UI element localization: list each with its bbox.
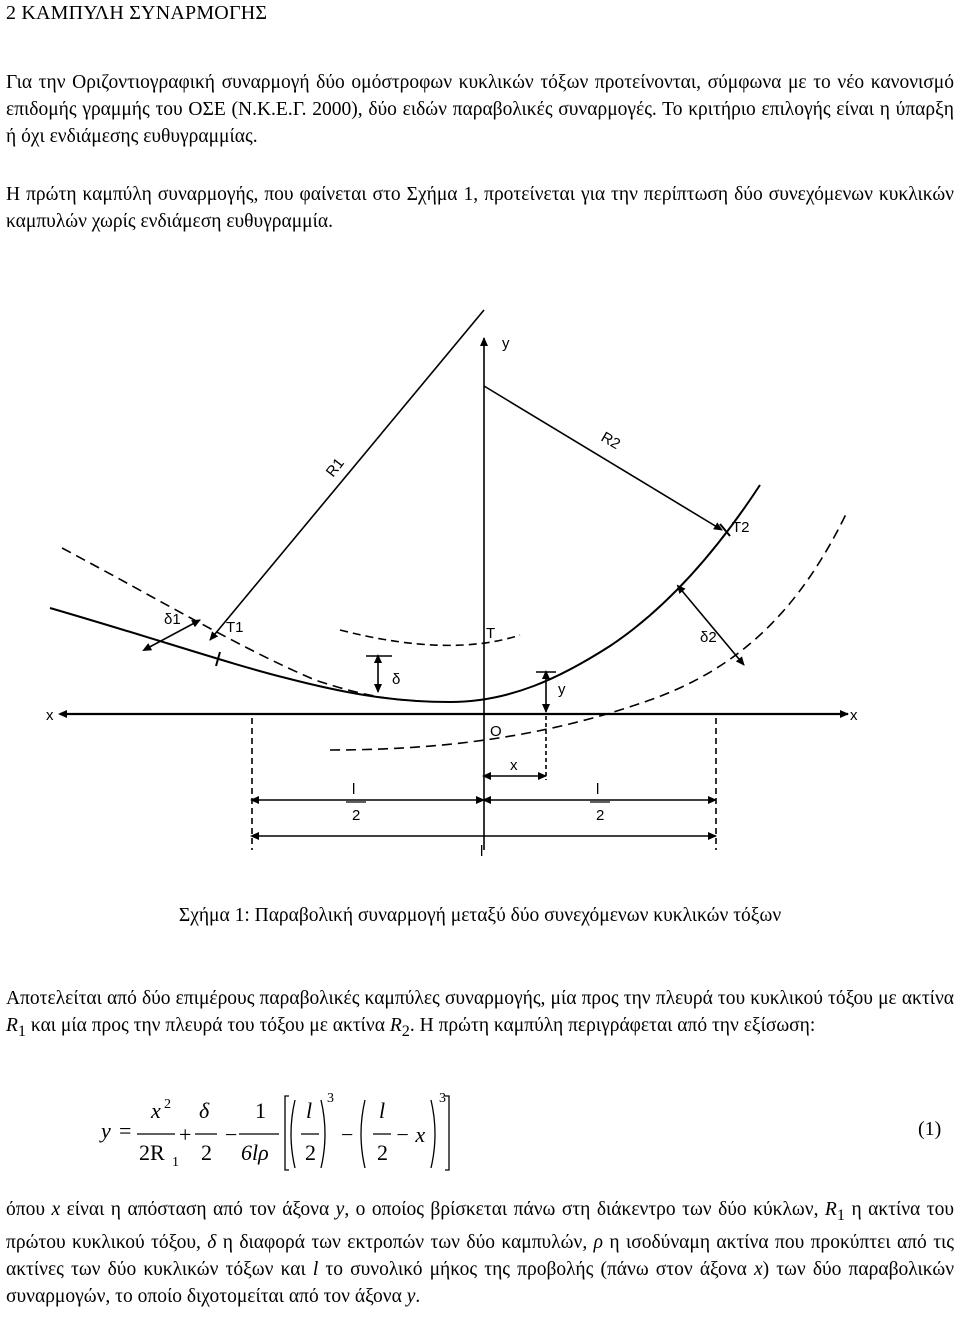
label-t2: T2 <box>732 519 750 536</box>
svg-text:2: 2 <box>305 1140 316 1165</box>
radius-r2-line <box>484 386 722 530</box>
svg-text:− x: − x <box>395 1122 426 1147</box>
svg-text:l: l <box>379 1098 386 1123</box>
svg-text:δ: δ <box>199 1098 210 1123</box>
first-curve-paragraph: Η πρώτη καμπύλη συναρμογής, που φαίνεται στο Σχήμα 1, προτείνεται για την περίπτωση δύο συνεχόμενων κυκλικών καμπυλών χωρίς ενδιάμεση ευθυγραμμία. <box>6 184 954 232</box>
label-delta1: δ1 <box>164 611 181 628</box>
svg-text:=: = <box>119 1118 132 1143</box>
svg-text:1: 1 <box>255 1098 266 1123</box>
svg-text:1: 1 <box>172 1155 179 1170</box>
label-delta2: δ2 <box>700 629 717 646</box>
label-l-right-den: 2 <box>596 807 605 824</box>
label-origin: O <box>490 723 502 740</box>
figure-caption: Σχήμα 1: Παραβολική συναρμογή μεταξύ δύο συνεχόμενων κυκλικών τόξων <box>178 905 782 926</box>
label-x-left: x <box>46 707 54 724</box>
main-track-curve <box>50 485 760 702</box>
section-heading: 2 ΚΑΜΠΥΛΗ ΣΥΝΑΡΜΟΓΗΣ <box>6 2 268 24</box>
label-t1: T1 <box>226 619 244 636</box>
label-x-right: x <box>850 707 858 724</box>
label-l-left-den: 2 <box>352 807 361 824</box>
svg-text:3: 3 <box>327 1091 334 1106</box>
svg-text:2R: 2R <box>139 1140 165 1165</box>
equation-1 <box>95 1088 875 1188</box>
label-x-dim: x <box>510 757 518 774</box>
label-r2: R2 <box>598 428 624 454</box>
svg-text:l: l <box>306 1098 313 1123</box>
svg-text:2: 2 <box>201 1140 212 1165</box>
svg-text:+: + <box>179 1122 192 1147</box>
figure-1-diagram <box>40 280 920 860</box>
svg-text:x: x <box>151 1098 161 1123</box>
delta2-arrow <box>678 586 744 665</box>
label-l-right-num: l <box>596 781 600 798</box>
label-y-axis: y <box>502 335 510 352</box>
svg-text:3: 3 <box>439 1091 446 1106</box>
label-l-total: l <box>480 843 484 860</box>
label-delta: δ <box>392 671 401 688</box>
svg-text:2: 2 <box>377 1140 388 1165</box>
svg-text:−: − <box>225 1122 238 1147</box>
equation-number: (1) <box>918 1118 942 1140</box>
svg-text:6lρ: 6lρ <box>241 1140 269 1165</box>
label-l-left-num: l <box>352 781 356 798</box>
radius-r1-line <box>210 310 484 640</box>
variables-paragraph: όπου x είναι η απόσταση από τον άξονα y, ο οποίος βρίσκεται πάνω στη διάκεντρο των δύο κύκλων, $R_1$ η ακτίνα του πρώτου κυκλικού τόξου, δ η διαφορά των εκτροπών των δύο καμπυλών, ρ η ισοδύναμη ακτίνα που προκύπτει από τις ακτίνες των δύο κυκλικών τόξων και l το συνολικό μήκος της προβολής (πάνω στον άξονα x) των δύο παραβολικών συναρμογών, το οποίο διχοτομείται από τον άξονα y. <box>6 1199 955 1307</box>
svg-text:2: 2 <box>164 1097 171 1112</box>
label-t: T <box>486 625 496 642</box>
svg-text:y: y <box>101 1118 111 1143</box>
label-r1: R1 <box>322 454 348 481</box>
intro-paragraph: Για την Οριζοντιογραφική συναρμογή δύο ομόστροφων κυκλικών τόξων προτείνονται, σύμφωνα με το νέο κανονισμό επιδομής γραμμής του ΟΣΕ (Ν.Κ.Ε.Γ. 2000), δύο ειδών παραβολικές συναρμογές. Το κριτήριο επιλογής είναι η ύπαρξη ή όχι ενδιάμεσης ευθυγραμμίας. <box>6 72 954 147</box>
svg-text:−: − <box>341 1122 354 1147</box>
description-paragraph: Αποτελείται από δύο επιμέρους παραβολικές καμπύλες συναρμογής, μία προς την πλευρά του κυκλικού τόξου με ακτίνα $R_1$ και μία προς την πλευρά του τόξου με ακτίνα $R_2$. Η πρώτη καμπύλη περιγράφεται από την εξίσωση: <box>6 988 954 1040</box>
label-y-dim: y <box>558 681 566 698</box>
